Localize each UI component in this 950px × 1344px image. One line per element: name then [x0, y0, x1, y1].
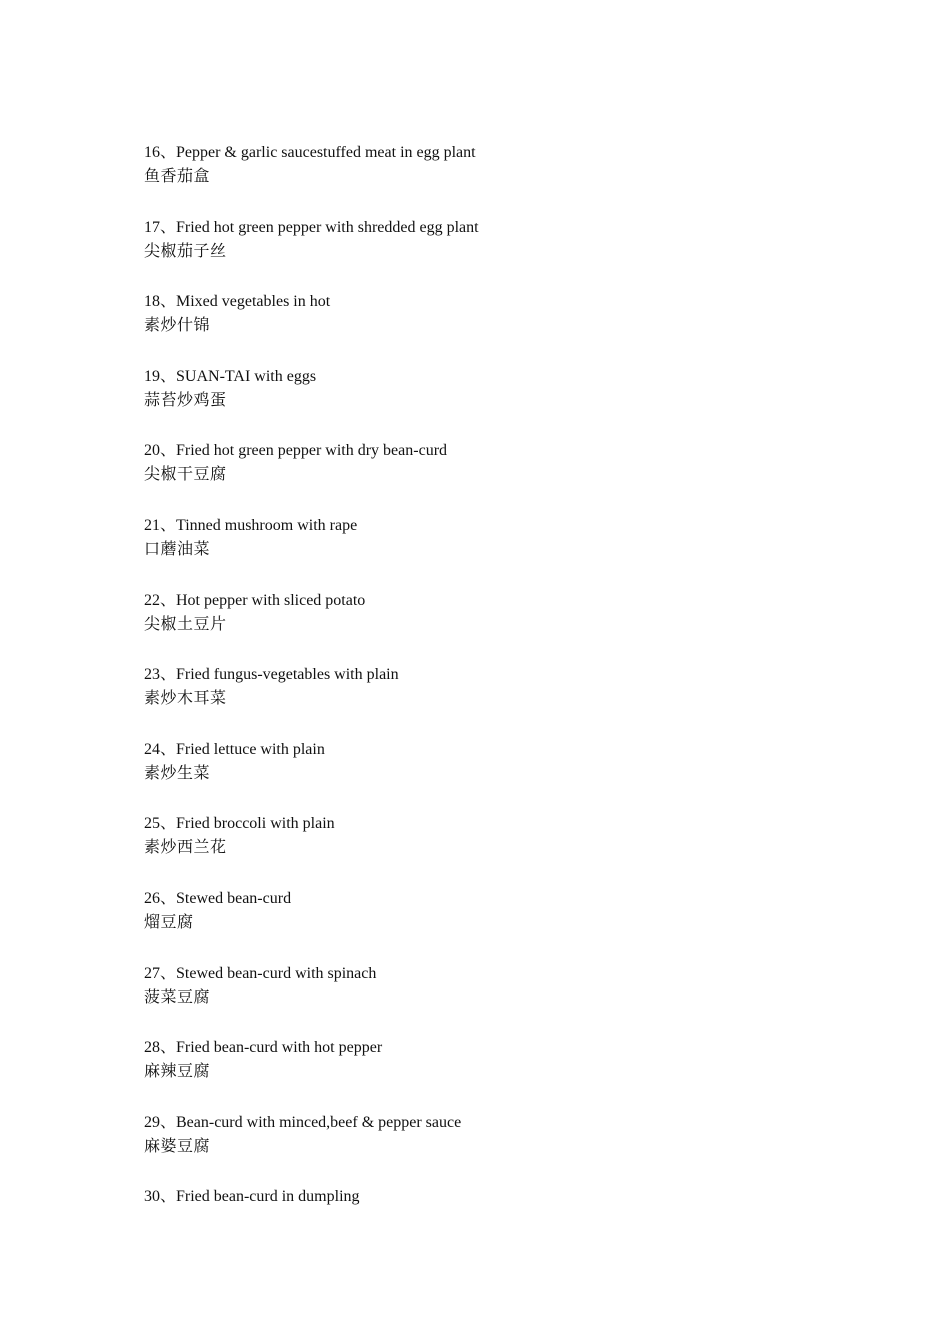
- menu-entry-30: [144, 1186, 864, 1261]
- dish-english-name: 18、Mixed vegetables in hot: [144, 293, 331, 311]
- dish-english-name: 25、Fried broccoli with plain: [144, 815, 335, 833]
- dish-chinese-name: [144, 1210, 864, 1234]
- dish-english-name: 23、Fried fungus-vegetables with plain: [144, 666, 399, 684]
- dish-chinese-name: 素炒什锦: [144, 317, 211, 335]
- dish-chinese-name: 尖椒干豆腐: [144, 466, 227, 484]
- dish-chinese-name: 素炒生菜: [144, 764, 211, 782]
- dish-chinese-name: 尖椒土豆片: [144, 615, 227, 633]
- dish-english-name: 30、Fried bean-curd in dumpling: [144, 1188, 360, 1206]
- menu-entry-27: [144, 963, 864, 1038]
- dish-chinese-name: 熘豆腐: [144, 913, 194, 931]
- menu-entry-18: [144, 291, 864, 366]
- dish-english-name: 17、Fried hot green pepper with shredded egg plant: [144, 218, 479, 236]
- dish-english-name: 16、Pepper & garlic saucestuffed meat in egg plant: [144, 144, 476, 161]
- dish-chinese-name: 尖椒茄子丝: [144, 242, 227, 260]
- menu-entry-25: [144, 813, 864, 888]
- dish-english-name: 19、SUAN-TAI with eggs: [144, 367, 317, 385]
- menu-entry-26: [144, 888, 864, 963]
- menu-entry-16: [144, 142, 864, 217]
- menu-entry-23: [144, 664, 864, 739]
- dish-chinese-name: 口蘑油菜: [144, 540, 211, 558]
- menu-entry-21: [144, 515, 864, 590]
- dish-chinese-name: 鱼香茄盒: [144, 168, 211, 185]
- dish-english-name: 20、Fried hot green pepper with dry bean-curd: [144, 442, 448, 460]
- dish-english-name: 26、Stewed bean-curd: [144, 889, 292, 907]
- dish-chinese-name: 麻婆豆腐: [144, 1137, 211, 1155]
- menu-entry-17: [144, 217, 864, 292]
- dish-english-name: 22、Hot pepper with sliced potato: [144, 591, 366, 609]
- menu-entry-22: [144, 590, 864, 665]
- dish-english-name: 29、Bean-curd with minced,beef & pepper sauce: [144, 1113, 462, 1131]
- dish-chinese-name: 素炒西兰花: [144, 839, 227, 857]
- menu-entry-19: [144, 366, 864, 441]
- dish-chinese-name: 麻辣豆腐: [144, 1063, 211, 1081]
- dish-english-name: 27、Stewed bean-curd with spinach: [144, 964, 377, 982]
- dish-english-name: 28、Fried bean-curd with hot pepper: [144, 1039, 383, 1057]
- menu-entry-29: [144, 1112, 864, 1187]
- menu-entry-28: [144, 1037, 864, 1112]
- menu-entry-24: [144, 739, 864, 814]
- dish-chinese-name: 蒜苔炒鸡蛋: [144, 391, 227, 409]
- dish-chinese-name: 素炒木耳菜: [144, 690, 227, 708]
- dish-english-name: 21、Tinned mushroom with rape: [144, 516, 358, 534]
- menu-list: [144, 142, 864, 1261]
- menu-entry-20: [144, 440, 864, 515]
- dish-english-name: 24、Fried lettuce with plain: [144, 740, 325, 758]
- dish-chinese-name: 菠菜豆腐: [144, 988, 211, 1006]
